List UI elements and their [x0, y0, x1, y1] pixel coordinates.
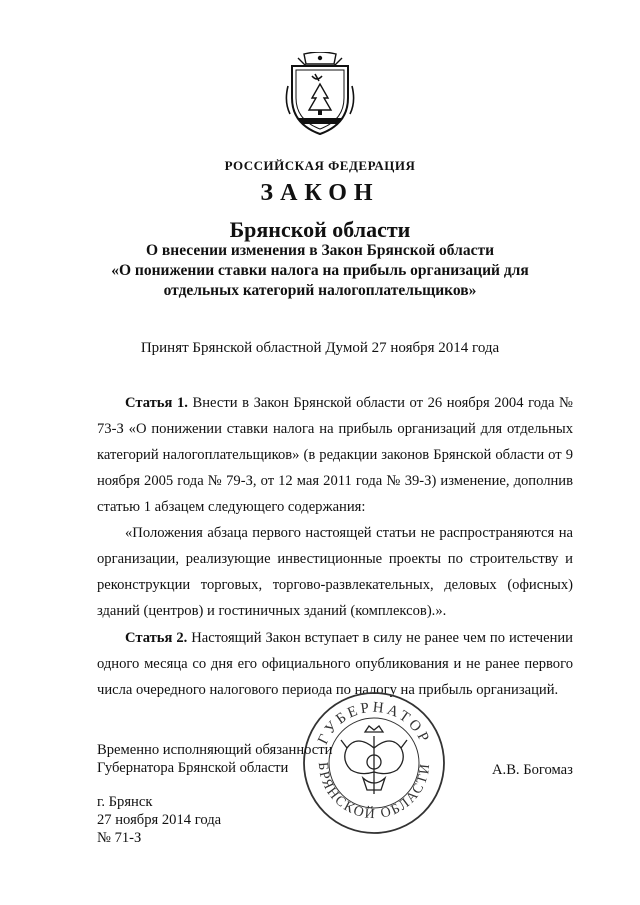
- city: г. Брянск: [97, 794, 153, 810]
- quoted-paragraph-text: «Положения абзаца первого настоящей статьи не распространяются на организации, реализующие инвестиционные проекты по строительству и реконструкции торговых, торгово-развлекательных, деловых (офисных) зданий (центров) и гостиничных зданий (комплексов).».: [97, 525, 573, 619]
- region-title: Брянской области: [229, 217, 411, 242]
- seal-bottom-text: БРЯНСКОЙ ОБЛАСТИ: [314, 761, 434, 823]
- article-1: [97, 390, 573, 520]
- quoted-paragraph: [97, 520, 573, 624]
- article-2-label: Статья 2.: [125, 630, 188, 646]
- document-type: ЗАКОН: [260, 180, 380, 206]
- signatory-name: А.В. Богомаз: [492, 762, 573, 778]
- subtitle-line: «О понижении ставки налога на прибыль организаций для: [111, 262, 529, 279]
- article-2-text: Настоящий Закон вступает в силу не ранее чем по истечении одного месяца со дня его официального опубликования и не ранее первого числа очередного налогового периода по налогу на прибыль организаций.: [97, 630, 573, 698]
- article-1-text: Внести в Закон Брянской области от 26 ноября 2004 года № 73-З «О понижении ставки налога на прибыль организаций для отдельных категорий налогоплательщиков» (в редакции законов Брянской области от 9 ноября 2005 года № 79-З, от 12 мая 2011 года № 39-З) изменение, дополнив статью 1 абзацем следующего содержания:: [97, 395, 573, 515]
- article-1-label: Статья 1.: [125, 395, 188, 411]
- signatory-title-line: Временно исполняющий обязанности: [97, 742, 333, 758]
- law-subtitle: [80, 241, 560, 301]
- bryansk-coat-of-arms-icon: [284, 52, 356, 136]
- signing-date: 27 ноября 2014 года: [97, 812, 222, 828]
- subtitle-line: О внесении изменения в Закон Брянской области: [145, 242, 495, 259]
- signatory-title-line: Губернатора Брянской области: [97, 760, 289, 776]
- subtitle-line: отдельных категорий налогоплательщиков»: [163, 282, 477, 299]
- law-number: № 71-З: [97, 830, 142, 846]
- place-date-number: [97, 793, 221, 847]
- country-name: РОССИЙСКАЯ ФЕДЕРАЦИЯ: [224, 158, 416, 173]
- seal-top-text: ГУБЕРНАТОР: [315, 699, 433, 748]
- adoption-statement: Принят Брянской областной Думой 27 ноября 2014 года: [140, 340, 500, 356]
- signatory-title: [97, 741, 332, 777]
